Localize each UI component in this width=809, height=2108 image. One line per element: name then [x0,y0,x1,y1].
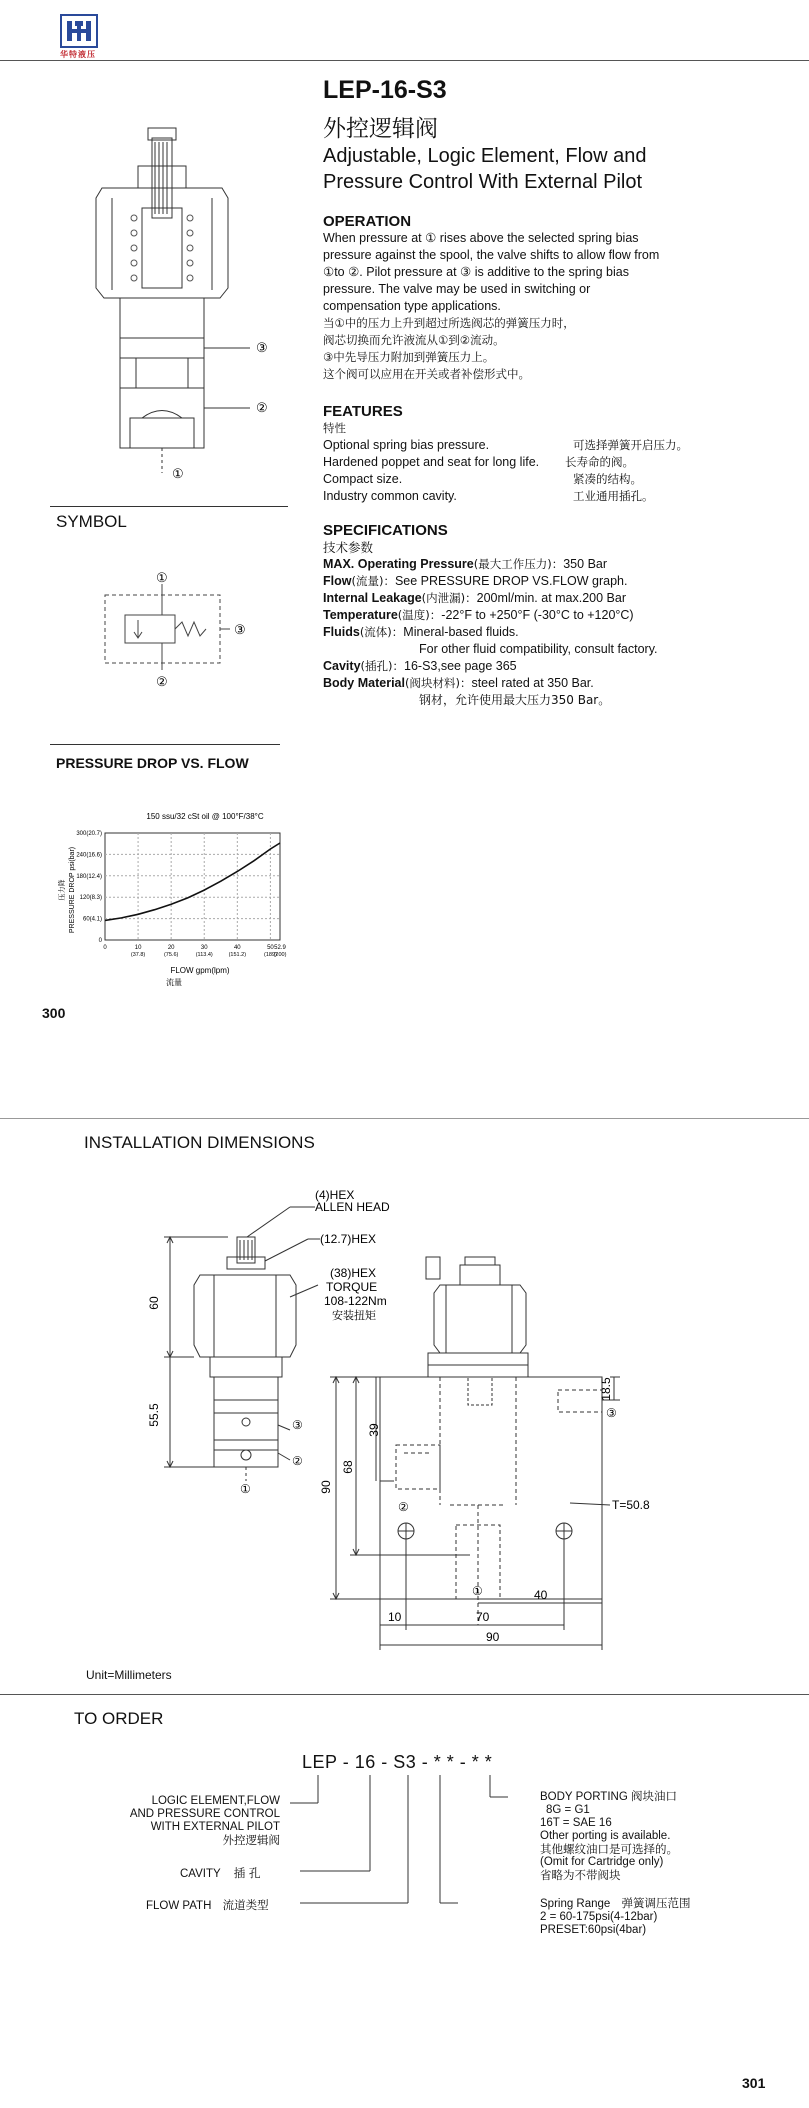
chart-xlabel: FLOW gpm(lpm) [170,966,230,975]
porting-option: 16T = SAE 16 [540,1817,612,1829]
chart-x-tick-label: 10 [134,945,142,951]
feature-item [323,488,743,505]
spec-value: 350 Bar [563,557,608,571]
spec-label: MAX. Operating Pressure [323,557,474,571]
cavity-label-cn: 插 孔 [233,1866,261,1880]
porting-option: (Omit for Cartridge only) [540,1856,664,1868]
callout-torque: TORQUE [326,1280,378,1294]
operation-cn-line: 阀芯切换而允许液流从①到②流动。 [323,333,505,347]
feature-cn: 长寿命的阀。 [565,455,634,469]
order-desc-cn: 外控逻辑阀 [222,1833,280,1847]
spec-row [323,590,763,607]
page-number-left: 300 [42,1005,66,1021]
spec-value: steel rated at 350 Bar. [471,676,594,690]
spec-label-cn: (最大工作压力)： [473,557,564,571]
porting-option: Other porting is available. [540,1830,671,1842]
chart-ylabel-cn: 压力降 [59,879,66,901]
callout-torque-cn: 安装扭矩 [332,1310,376,1322]
ht-logo-icon [60,14,98,48]
specifications-heading-cn: 技术参数 [323,540,374,555]
page-divider [0,1118,809,1119]
order-flowpath-label [146,1897,269,1913]
specifications-heading: SPECIFICATIONS [323,522,448,539]
operation-heading: OPERATION [323,213,412,230]
porting-option: 8G = G1 [546,1804,590,1816]
order-leader-lines [290,1775,510,1935]
chart-xlabel-cn: 流量 [166,978,182,987]
dim-60: 60 [147,1296,161,1310]
block-port-2: ② [398,1500,409,1514]
block-port-3: ③ [606,1406,617,1420]
chart-y-tick-label: 300(20.7) [76,831,102,837]
operation-line: pressure. The valve may be used in switching or [323,282,591,296]
dim-40: 40 [534,1588,548,1602]
spec-row [323,658,763,675]
chart-y-tick-label: 240(16.6) [76,852,102,859]
company-logo [60,14,130,59]
section-port-3: ③ [256,340,268,355]
chart-x-tick-sublabel: (37.8) [130,952,146,958]
dim-68: 68 [341,1460,355,1474]
chart-y-tick-label: 60(4.1) [82,916,102,923]
feature-cn: 紧凑的结构。 [573,472,642,486]
feature-en: Compact size. [323,472,403,486]
chart-x-tick-label: 50 [267,945,274,951]
callout-allen: ALLEN HEAD [315,1200,390,1214]
spec-value: For other fluid compatibility, consult factory. [419,642,658,656]
product-name-cn: 外控逻辑阀 [323,116,438,142]
dim-90-vertical: 90 [319,1480,333,1494]
order-desc-line: AND PRESSURE CONTROL [129,1808,280,1820]
spec-value: 200ml/min. at max.200 Bar [476,591,627,605]
callout-hex4: (4)HEX [315,1188,355,1202]
section-port-2: ② [256,400,268,415]
chart-x-tick-label: 52.9 [274,945,286,951]
operation-en-text [323,230,723,315]
spring-range-cn: 弹簧调压范围 [621,1896,691,1910]
chart-y-tick-label: 0 [98,938,102,944]
symbol-rule [50,506,288,507]
spec-row [323,556,763,573]
pressure-drop-chart [50,805,310,995]
order-desc-line: LOGIC ELEMENT,FLOW [151,1795,280,1807]
dim-70: 70 [476,1610,490,1624]
chart-x-tick-sublabel: (200) [273,952,287,958]
operation-cn-text [323,315,723,383]
order-cavity-label [180,1865,260,1881]
spec-label: Flow [323,574,352,588]
dim-18-5: 18.5 [599,1377,613,1401]
spec-row [323,692,763,709]
body-porting-cn: 阀块油口 [630,1789,677,1803]
spring-option: 2 = 60-175psi(4-12bar) [540,1911,658,1923]
body-porting-label: BODY PORTING [540,1791,628,1803]
operation-line: ①to ②. Pilot pressure at ③ is additive to the spring bias [323,265,629,279]
page-number-right: 301 [742,2075,766,2091]
spec-label: Temperature [323,608,398,622]
specifications-section [323,522,763,709]
spec-row [323,607,763,624]
dim-90-horizontal: 90 [486,1630,500,1644]
porting-option-cn: 其他螺纹油口是可选择的。 [540,1842,678,1856]
cavity-label: CAVITY [180,1868,221,1880]
pd-rule [50,744,280,745]
feature-item [323,471,743,488]
order-code: LEP - 16 - S3 - * * - * * [302,1752,493,1772]
spec-label: Cavity [323,659,361,673]
block-port-1: ① [472,1584,483,1598]
chart-x-tick-sublabel: (113.4) [195,952,213,958]
spec-label: Internal Leakage [323,591,422,605]
chart-x-tick-label: 40 [233,945,241,951]
section-port-1: ① [172,466,184,481]
symbol-port-2: ② [156,674,168,689]
flowpath-label-cn: 流道类型 [222,1898,269,1912]
operation-cn-line: 这个阀可以应用在开关或者补偿形式中。 [323,367,530,381]
dim-55-5: 55.5 [147,1403,161,1427]
product-model: LEP-16-S3 [323,76,447,104]
features-heading-cn: 特性 [323,421,346,435]
spec-label-cn: (阀块材料)： [404,676,472,690]
spec-value: -22°F to +250°F (-30°C to +120°C) [441,608,634,622]
operation-cn-line: ③中先导压力附加到弹簧压力上。 [323,350,495,364]
install-port-2: ② [292,1454,303,1468]
chart-ylabel: PRESSURE DROP psi(bar) [69,846,76,934]
spec-label: Fluids [323,625,360,639]
chart-y-tick-label: 120(8.3) [79,895,102,902]
spec-value: Mineral-based fluids. [403,625,519,639]
feature-item [323,437,743,454]
order-spring-range [540,1897,691,1937]
spec-label-cn: (插孔)： [360,659,405,673]
unit-note: Unit=Millimeters [86,1668,172,1682]
symbol-port-3: ③ [234,622,246,637]
feature-en: Hardened poppet and seat for long life. [323,455,540,469]
dim-39: 39 [367,1423,381,1437]
operation-section [323,213,723,383]
spec-label-cn: (温度)： [397,608,442,622]
spec-label-cn: (内泄漏)： [421,591,477,605]
callout-hex12: (12.7)HEX [320,1232,377,1246]
symbol-port-1: ① [156,570,168,585]
operation-line: compensation type applications. [323,299,501,313]
order-rule [0,1694,809,1695]
callout-hex38: (38)HEX [330,1266,377,1280]
installation-heading: INSTALLATION DIMENSIONS [84,1133,315,1152]
installation-drawing [140,1185,680,1665]
spec-row [323,573,763,590]
chart-x-tick-label: 0 [103,945,107,951]
valve-symbol [100,570,270,700]
features-heading: FEATURES [323,403,403,420]
callout-torque-value: 108-122Nm [324,1294,387,1308]
spec-row [323,675,763,692]
feature-item [323,454,743,471]
install-port-3: ③ [292,1418,303,1432]
spec-row [323,641,763,658]
chart-title: 150 ssu/32 cSt oil @ 100°F/38°C [146,812,264,821]
valve-section-drawing [90,118,290,488]
chart-x-tick-sublabel: (75.6) [163,952,179,958]
operation-line: pressure against the spool, the valve shifts to allow flow from [323,248,660,262]
spring-range-label: Spring Range [540,1898,611,1910]
pressure-drop-heading: PRESSURE DROP VS. FLOW [56,755,249,771]
dim-thickness: T=50.8 [612,1498,650,1512]
features-section [323,403,743,505]
chart-x-tick-label: 20 [167,945,175,951]
feature-cn: 工业通用插孔。 [573,489,654,503]
spec-value: 16-S3,see page 365 [404,659,517,673]
spec-label-cn: (流量)： [351,574,395,588]
dim-10: 10 [388,1610,402,1624]
spec-label: Body Material [323,676,405,690]
order-desc-line: WITH EXTERNAL PILOT [150,1821,280,1833]
porting-option-cn: 省略为不带阀块 [540,1868,621,1882]
chart-plot-frame [105,833,280,940]
spec-value: 钢材，允许使用最大压力350 Bar。 [419,693,611,707]
flowpath-label: FLOW PATH [146,1900,212,1912]
order-left-labels [110,1795,280,1847]
product-name-en: Adjustable, Logic Element, Flow and Pressure Control With External Pilot [323,145,647,193]
spring-option: PRESET:60psi(4bar) [540,1924,647,1936]
chart-x-tick-label: 30 [200,945,208,951]
chart-y-tick-label: 180(12.4) [76,873,102,880]
install-port-1: ① [240,1482,251,1496]
feature-en: Optional spring bias pressure. [323,438,490,452]
header-rule [0,60,809,61]
order-heading: TO ORDER [74,1709,164,1728]
feature-en: Industry common cavity. [323,489,457,503]
spec-row [323,624,763,641]
logo-text: 华特液压 [60,50,96,59]
operation-line: When pressure at ① rises above the selected spring bias [323,231,639,245]
operation-cn-line: 当①中的压力上升到超过所选阀芯的弹簧压力时， [323,316,575,330]
chart-x-tick-sublabel: (189) [263,952,277,958]
order-body-porting [540,1790,678,1882]
symbol-heading: SYMBOL [56,512,127,531]
spec-value: See PRESSURE DROP VS.FLOW graph. [394,574,628,588]
feature-cn: 可选择弹簧开启压力。 [573,438,688,452]
chart-x-tick-sublabel: (151.2) [228,952,247,958]
spec-label-cn: (流体)： [359,625,404,639]
